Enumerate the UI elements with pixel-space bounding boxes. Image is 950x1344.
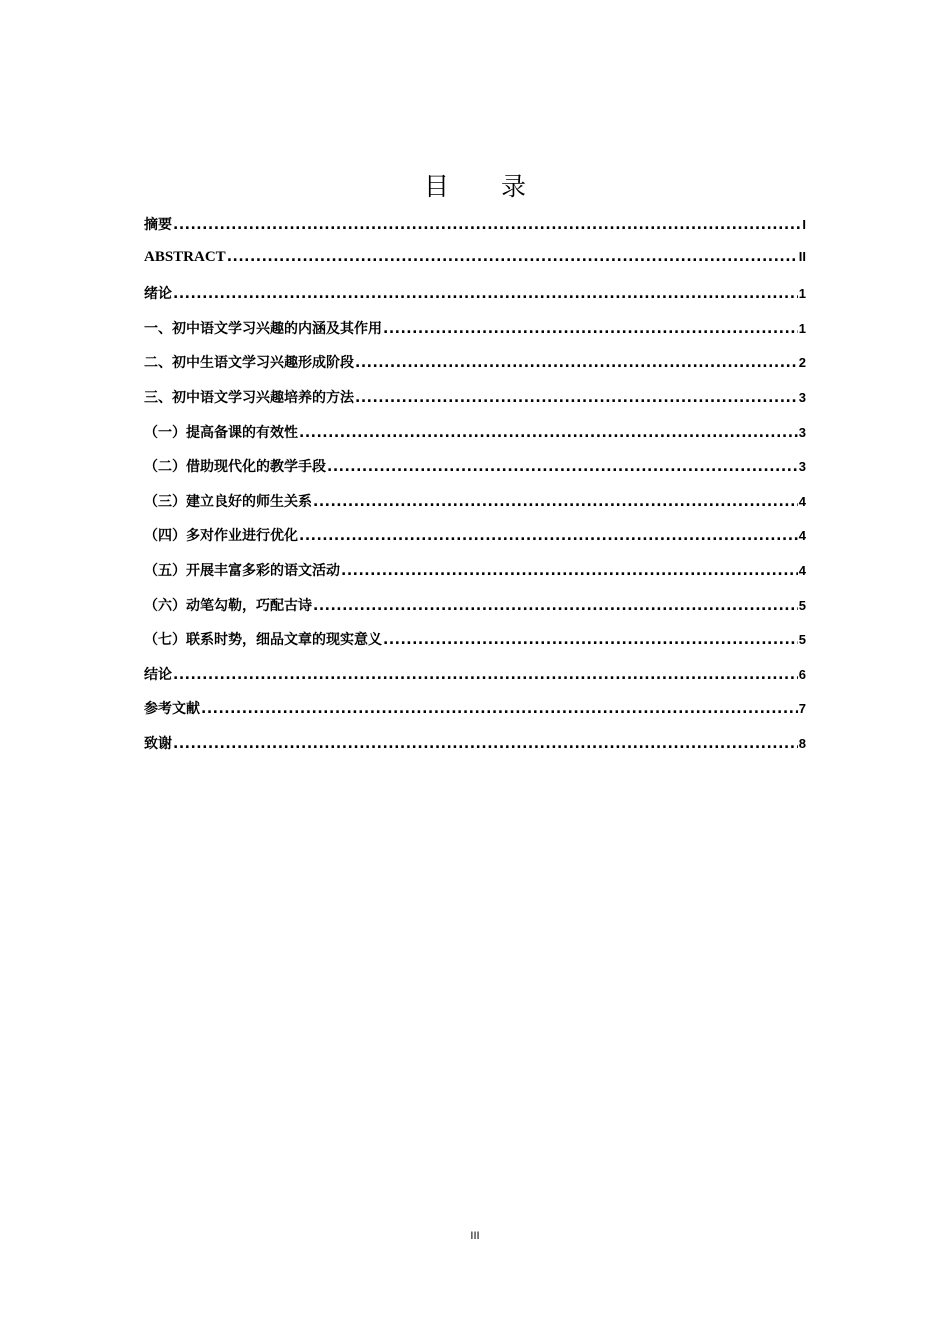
toc-entry-label: 结论 (144, 666, 172, 683)
toc-entry[interactable] (144, 595, 806, 630)
toc-entry-page: 2 (798, 355, 806, 371)
toc-entry[interactable] (144, 283, 806, 318)
toc-entry[interactable] (144, 560, 806, 595)
toc-entry-label: 绪论 (144, 286, 172, 303)
toc-dot-leader (299, 528, 798, 544)
toc-entry-page: 1 (798, 320, 806, 336)
toc-list (144, 214, 806, 768)
toc-dot-leader (173, 736, 798, 752)
toc-dot-leader (299, 425, 798, 441)
toc-dot-leader (383, 632, 798, 648)
toc-entry-page: 7 (798, 701, 806, 717)
toc-entry-label: 三、初中语文学习兴趣培养的方法 (144, 389, 354, 406)
toc-dot-leader (313, 494, 798, 510)
toc-entry-label: （五）开展丰富多彩的语文活动 (144, 562, 340, 579)
toc-entry-page: 5 (798, 632, 806, 648)
toc-entry-page: 8 (798, 735, 806, 751)
toc-dot-leader (201, 701, 798, 717)
toc-entry-page: 3 (798, 459, 806, 475)
toc-dot-leader (355, 390, 798, 406)
toc-entry[interactable] (144, 525, 806, 560)
toc-entry-label: 一、初中语文学习兴趣的内涵及其作用 (144, 320, 382, 337)
toc-dot-leader (355, 355, 798, 371)
toc-entry-label: 致谢 (144, 735, 172, 752)
toc-entry[interactable] (144, 352, 806, 387)
toc-entry-page: 3 (798, 424, 806, 440)
toc-entry-page: 4 (798, 562, 806, 578)
toc-dot-leader (173, 667, 798, 683)
toc-entry-page: II (798, 248, 806, 264)
toc-entry-label: （三）建立良好的师生关系 (144, 493, 312, 510)
toc-entry-label: （四）多对作业进行优化 (144, 528, 298, 545)
toc-entry[interactable] (144, 491, 806, 526)
toc-dot-leader (173, 217, 801, 233)
toc-entry-label: 参考文献 (144, 701, 200, 718)
toc-entry-label: 摘要 (144, 217, 172, 233)
toc-dot-leader (173, 286, 798, 302)
toc-entry-label: （二）借助现代化的教学手段 (144, 459, 326, 476)
toc-entry-label: 二、初中生语文学习兴趣形成阶段 (144, 355, 354, 372)
toc-dot-leader (341, 563, 798, 579)
toc-entry-page: 3 (798, 389, 806, 405)
toc-entry[interactable] (144, 214, 806, 249)
toc-entry[interactable] (144, 698, 806, 733)
toc-dot-leader (227, 249, 798, 265)
toc-entry[interactable] (144, 387, 806, 422)
toc-entry-label: （一）提高备课的有效性 (144, 424, 298, 441)
toc-entry-page: I (802, 217, 806, 232)
toc-entry[interactable] (144, 456, 806, 491)
toc-entry-label: ABSTRACT (144, 248, 226, 265)
toc-dot-leader (383, 321, 798, 337)
toc-entry-page: 1 (798, 286, 806, 302)
toc-entry-page: 4 (798, 528, 806, 544)
toc-entry[interactable] (144, 422, 806, 457)
toc-dot-leader (313, 598, 798, 614)
toc-entry[interactable] (144, 629, 806, 664)
toc-entry[interactable] (144, 318, 806, 353)
toc-entry[interactable] (144, 733, 806, 768)
toc-dot-leader (327, 459, 798, 475)
toc-entry[interactable] (144, 664, 806, 699)
page-number-footer: III (470, 1230, 480, 1242)
toc-entry-page: 4 (798, 493, 806, 509)
toc-title: 目 录 (424, 172, 548, 201)
toc-entry-page: 5 (798, 597, 806, 613)
toc-entry[interactable] (144, 249, 806, 284)
toc-entry-label: （六）动笔勾勒，巧配古诗 (144, 597, 312, 614)
toc-entry-page: 6 (798, 666, 806, 682)
toc-entry-label: （七）联系时势，细品文章的现实意义 (144, 632, 382, 649)
